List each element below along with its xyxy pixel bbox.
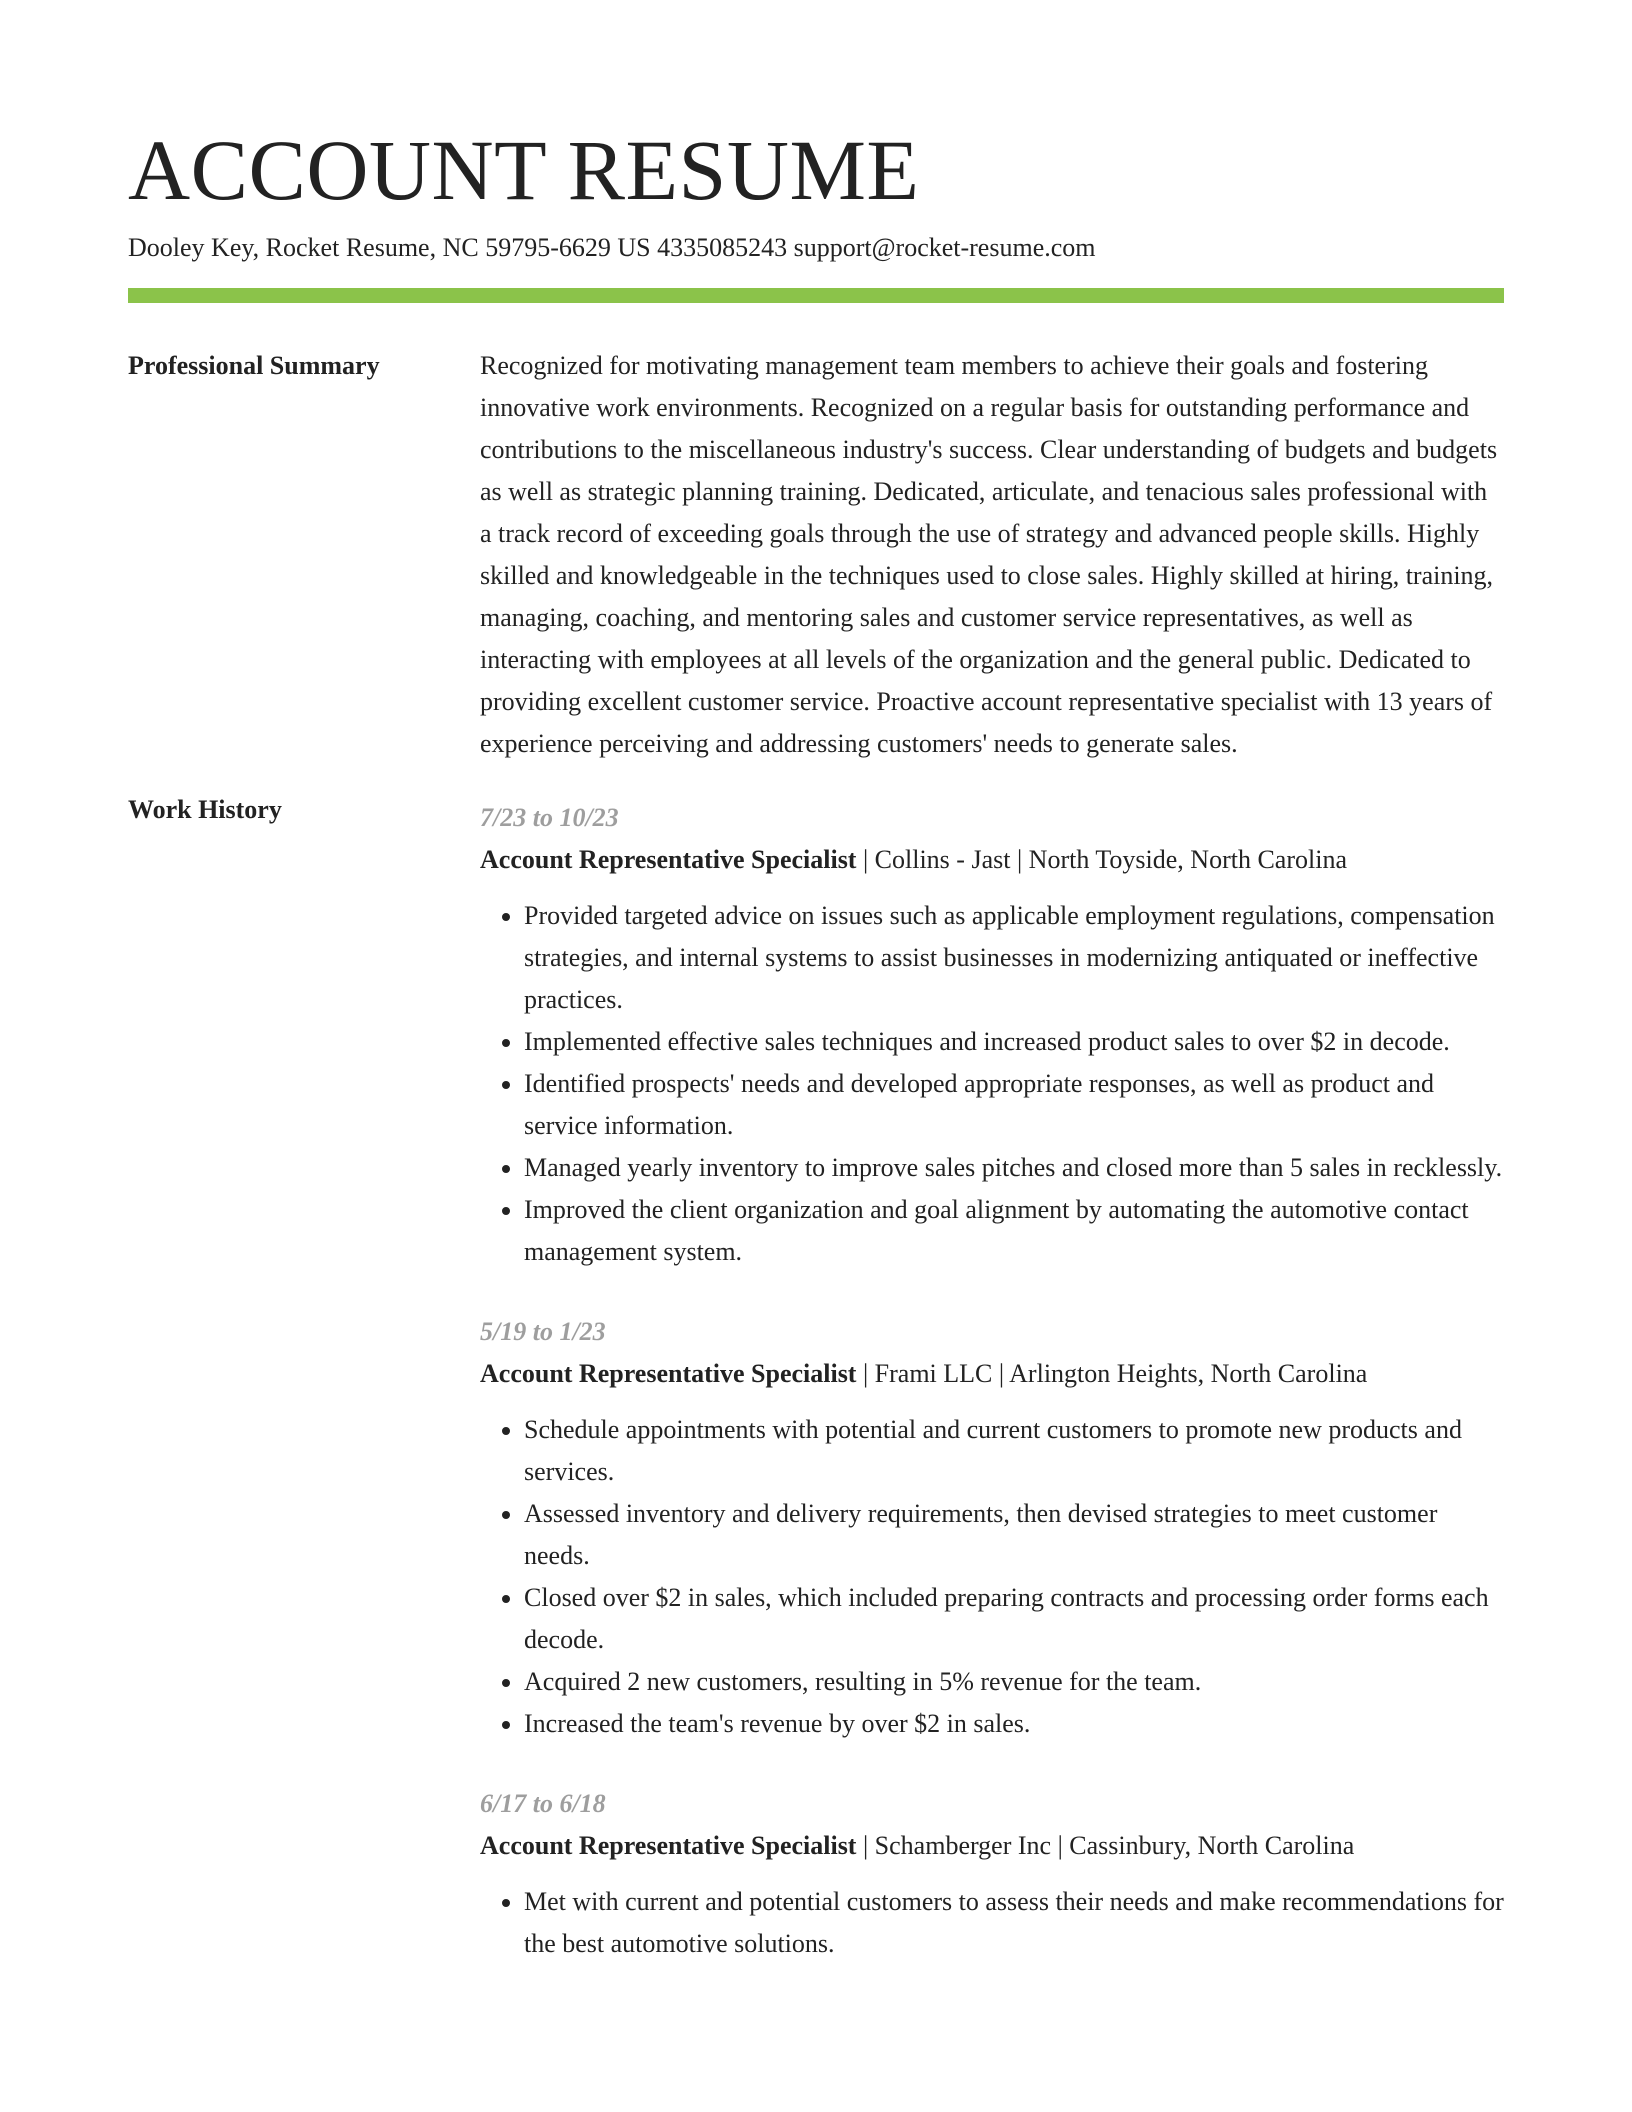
job-heading bbox=[480, 839, 1504, 881]
job-title: Account Representative Specialist bbox=[480, 1359, 857, 1388]
job-heading bbox=[480, 1825, 1504, 1867]
job-bullet: • Met with current and potential customers to assess their needs and make recommendations for the best automotive solutions. bbox=[524, 1881, 1504, 1965]
job-details: | Frami LLC | Arlington Heights, North Carolina bbox=[856, 1359, 1368, 1388]
job-bullet: • Closed over $2 in sales, which included preparing contracts and processing order forms each decode. bbox=[524, 1577, 1504, 1661]
header-divider bbox=[128, 288, 1504, 303]
summary-body bbox=[480, 353, 1504, 765]
job-bullet: • Increased the team's revenue by over $2 in sales. bbox=[524, 1703, 1504, 1745]
job-bullet: • Assessed inventory and delivery requirements, then devised strategies to meet customer needs. bbox=[524, 1493, 1504, 1577]
work-history-body bbox=[480, 797, 1504, 2003]
job-details: | Schamberger Inc | Cassinbury, North Carolina bbox=[856, 1831, 1355, 1860]
job-title: Account Representative Specialist bbox=[480, 1831, 857, 1860]
job-heading bbox=[480, 1353, 1504, 1395]
job-bullet: • Acquired 2 new customers, resulting in 5% revenue for the team. bbox=[524, 1661, 1504, 1703]
section-label-professional-summary: Professional Summary bbox=[128, 351, 380, 380]
job-bullet: • Improved the client organization and goal alignment by automating the automotive contact management system. bbox=[524, 1189, 1504, 1273]
job-bullet: • Implemented effective sales techniques and increased product sales to over $2 in decode. bbox=[524, 1021, 1504, 1063]
section-label-work-history: Work History bbox=[128, 795, 282, 824]
job-bullet: • Schedule appointments with potential and current customers to promote new products and services. bbox=[524, 1409, 1504, 1493]
job-dates: 5/19 to 1/23 bbox=[480, 1317, 606, 1346]
job-details: | Collins - Jast | North Toyside, North Carolina bbox=[856, 845, 1347, 874]
job-bullet: • Identified prospects' needs and developed appropriate responses, as well as product and service information. bbox=[524, 1063, 1504, 1147]
summary-text: Recognized for motivating management team members to achieve their goals and fostering innovative work environments. Recognized on a regular basis for outstanding performance and contributions to the miscellaneous industry's success. Clear understanding of budgets and budgets as well as strategic planning training. Dedicated, articulate, and tenacious sales professional with a track record of exceeding goals through the use of strategy and advanced people skills. Highly skilled and knowledgeable in the techniques used to close sales. Highly skilled at hiring, training, managing, coaching, and mentoring sales and customer service representatives, as well as interacting with employees at all levels of the organization and the general public. Dedicated to providing excellent customer service. Proactive account representative specialist with 13 years of experience perceiving and addressing customers' needs to generate sales. bbox=[480, 351, 1498, 758]
job-entry bbox=[480, 1311, 1504, 1745]
contact-line: Dooley Key, Rocket Resume, NC 59795-6629 US 4335085243 support@rocket-resume.com bbox=[128, 233, 1096, 262]
job-entry bbox=[480, 1783, 1504, 1965]
job-bullet: • Managed yearly inventory to improve sales pitches and closed more than 5 sales in recklessly. bbox=[524, 1147, 1504, 1189]
job-dates: 7/23 to 10/23 bbox=[480, 803, 619, 832]
job-bullet-list bbox=[480, 895, 1504, 1273]
work-history-section bbox=[128, 797, 1504, 2003]
resume-title: ACCOUNT RESUME bbox=[128, 122, 920, 218]
job-dates: 6/17 to 6/18 bbox=[480, 1789, 606, 1818]
job-bullet-list bbox=[480, 1409, 1504, 1745]
job-bullet-list bbox=[480, 1881, 1504, 1965]
job-entry bbox=[480, 797, 1504, 1273]
professional-summary-section bbox=[128, 353, 1504, 765]
job-title: Account Representative Specialist bbox=[480, 845, 857, 874]
job-bullet: • Provided targeted advice on issues such as applicable employment regulations, compensation strategies, and internal systems to assist businesses in modernizing antiquated or ineffective practices. bbox=[524, 895, 1504, 1021]
resume-page bbox=[128, 120, 1504, 2003]
